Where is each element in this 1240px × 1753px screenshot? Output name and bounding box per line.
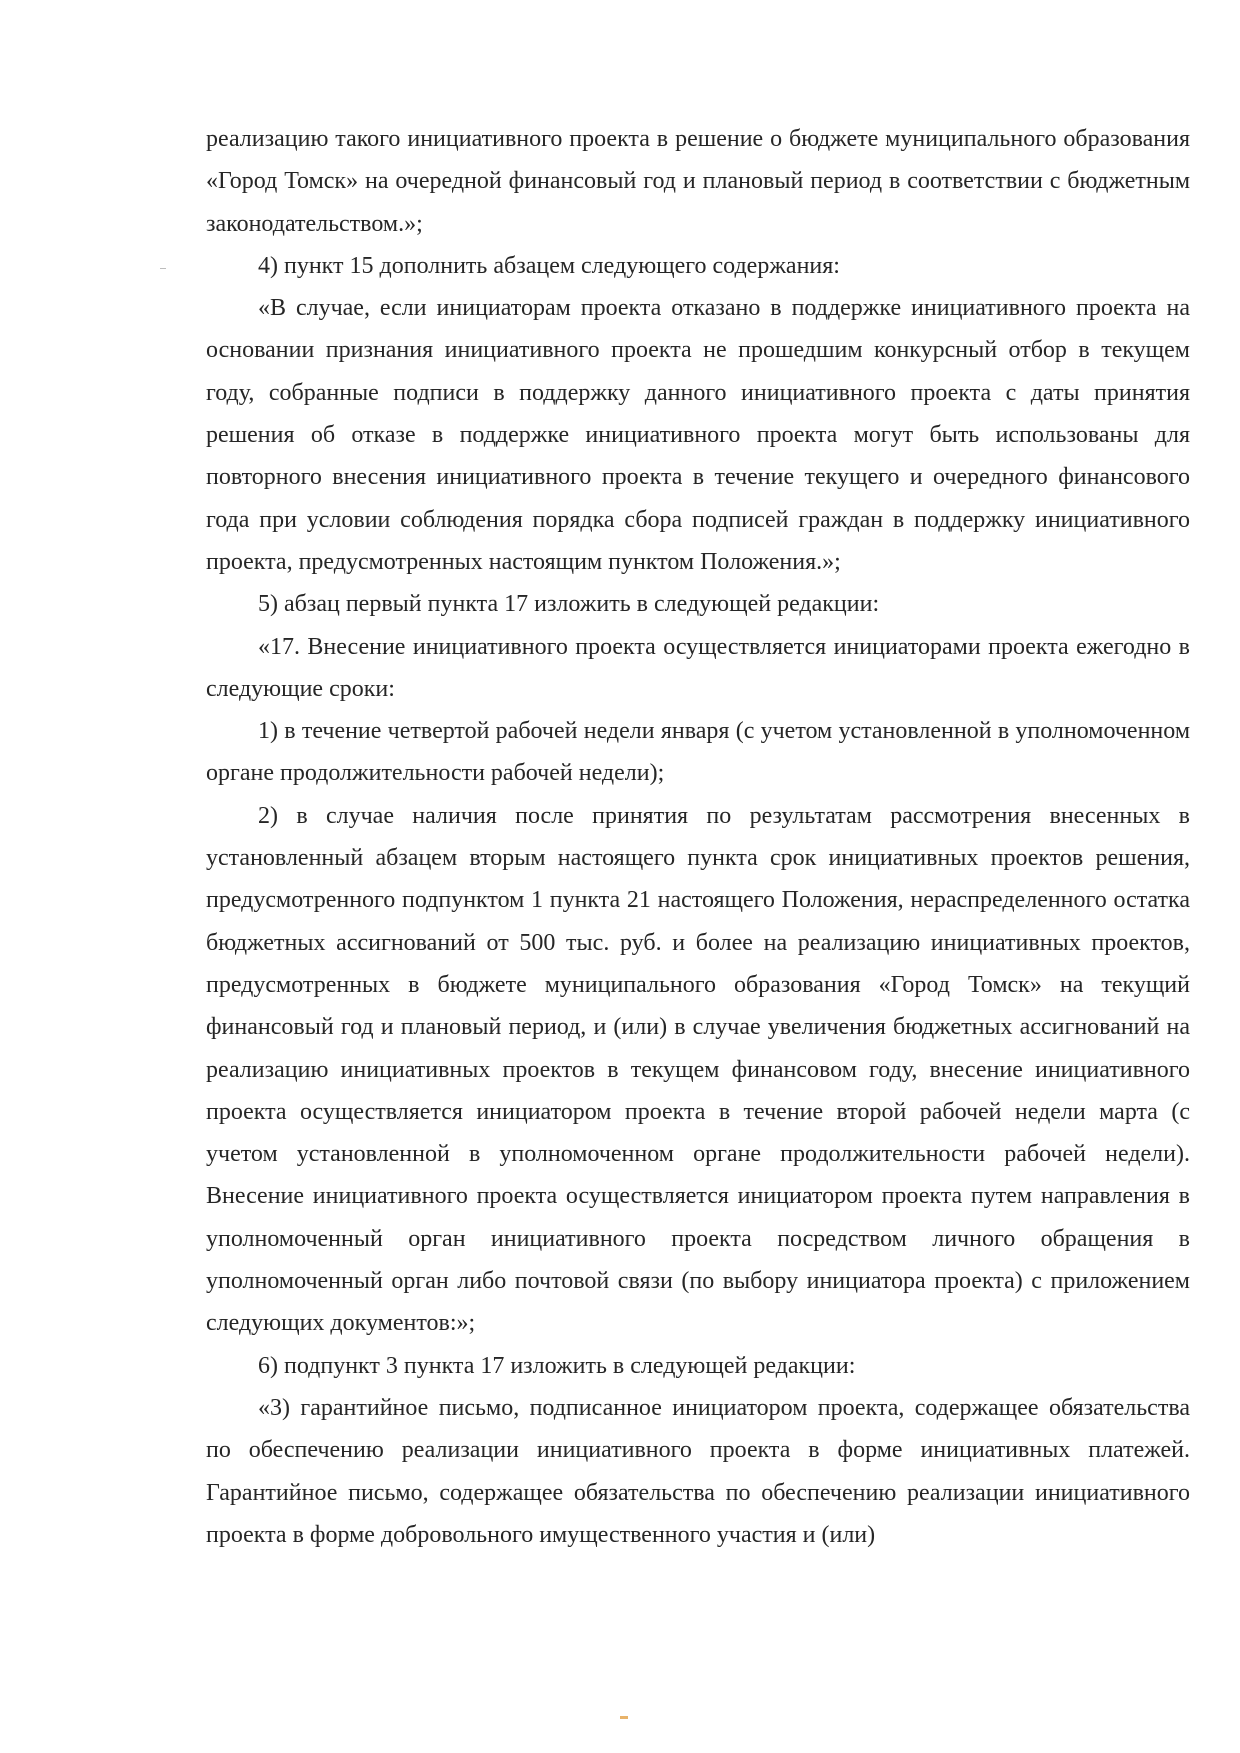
paragraph-quote-15: «В случае, если инициаторам проекта отказано в поддержке инициативного проекта на основании признания инициативного проекта не прошедшим конкурсный отбор в текущем году, собранные подписи в поддержку данного инициативного проекта с даты принятия решения об отказе в поддержке инициативного проекта могут быть использованы для повторного внесения инициативного проекта в течение текущего и очередного финансового года при условии соблюдения порядка сбора подписей граждан в поддержку инициативного проекта, предусмотренных настоящим пунктом Положения.»; xyxy=(206,295,1190,575)
paragraph-item-4: 4) пункт 15 дополнить абзацем следующего содержания: xyxy=(258,252,840,279)
paragraph-quote-17: «17. Внесение инициативного проекта осуществляется инициаторами проекта ежегодно в следующие сроки: xyxy=(206,633,1190,702)
paragraph-item-6: 6) подпункт 3 пункта 17 изложить в следующей редакции: xyxy=(258,1352,856,1379)
scan-artifact xyxy=(160,268,166,269)
paragraph-continuation: реализацию такого инициативного проекта в решение о бюджете муниципального образования «Город Томск» на очередной финансовый год и плановый период в соответствии с бюджетным законодательством.»; xyxy=(206,126,1190,237)
page-mark xyxy=(620,1716,628,1719)
paragraph-quote-3: «3) гарантийное письмо, подписанное инициатором проекта, содержащее обязательства по обеспечению реализации инициативного проекта в форме инициативных платежей. Гарантийное письмо, содержащее обязательства по обеспечению реализации инициативного проекта в форме добровольного имущественного участия и (или) xyxy=(206,1394,1190,1548)
paragraph-subitem-1: 1) в течение четвертой рабочей недели января (с учетом установленной в уполномоченном органе продолжительности рабочей недели); xyxy=(206,718,1190,787)
document-body xyxy=(206,118,1190,1556)
paragraph-subitem-2: 2) в случае наличия после принятия по результатам рассмотрения внесенных в установленный абзацем вторым настоящего пункта срок инициативных проектов решения, предусмотренного подпунктом 1 пункта 21 настоящего Положения, нераспределенного остатка бюджетных ассигнований от 500 тыс. руб. и более на реализацию инициативных проектов, предусмотренных в бюджете муниципального образования «Город Томск» на текущий финансовый год и плановый период, и (или) в случае увеличения бюджетных ассигнований на реализацию инициативных проектов в текущем финансовом году, внесение инициативного проекта осуществляется инициатором проекта в течение второй рабочей недели марта (с учетом установленной в уполномоченном органе продолжительности рабочей недели). Внесение инициативного проекта осуществляется инициатором проекта путем направления в уполномоченный орган инициативного проекта посредством личного обращения в уполномоченный орган либо почтовой связи (по выбору инициатора проекта) с приложением следующих документов:»; xyxy=(206,802,1190,1337)
paragraph-item-5: 5) абзац первый пункта 17 изложить в следующей редакции: xyxy=(258,591,880,618)
